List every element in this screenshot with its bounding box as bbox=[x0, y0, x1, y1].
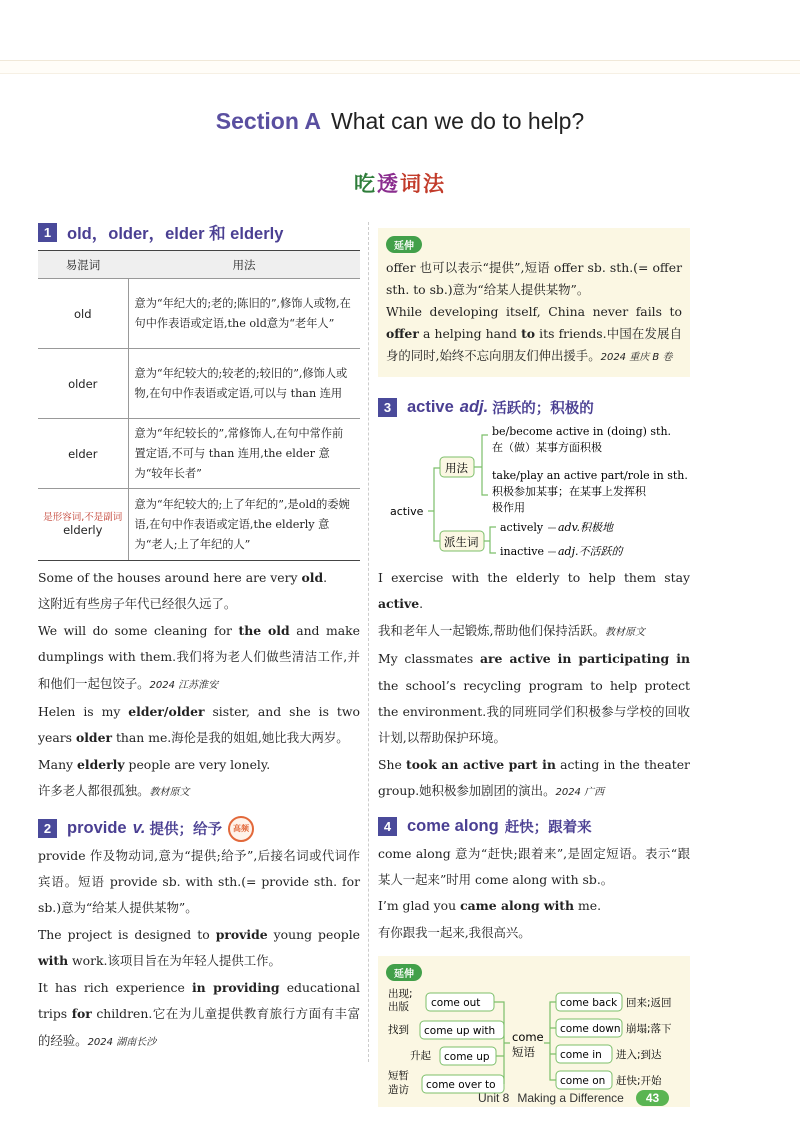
s1-example-2: We will do some cleaning for the old and make dumplings with them.我们将为老人们做些清洁工作,并和他们一起包饺子。2024 江苏淮安 bbox=[38, 622, 360, 691]
section-label: Section A bbox=[215, 108, 322, 134]
phrase-come-up-with: come up with bbox=[424, 1025, 496, 1038]
high-frequency-stamp-icon: 高频 bbox=[228, 816, 254, 842]
tree-connector bbox=[474, 435, 488, 495]
s1-example-1: Some of the houses around here are very old. 这附近有些房子年代已经很久远了。 bbox=[38, 570, 328, 612]
banner-char-3: 词法 bbox=[400, 172, 446, 196]
table-header-usage: 用法 bbox=[128, 251, 360, 279]
usage-table bbox=[38, 250, 360, 561]
s2-heading bbox=[38, 815, 360, 843]
left-cn: 出版 bbox=[388, 1001, 409, 1014]
s1-example-4: Many elderly people are very lonely. 许多老人都很孤独。教材原文 bbox=[38, 756, 271, 799]
s4-example: I’m glad you came along with me. 有你跟我一起来,我很高兴。 bbox=[378, 898, 602, 940]
left-cn: 找到 bbox=[388, 1024, 409, 1037]
section-subtitle: What can we do to help? bbox=[331, 108, 585, 134]
usage2-cn-2: 极作用 bbox=[492, 501, 525, 514]
footer-unit: Unit 8 bbox=[478, 1091, 510, 1105]
s1-heading bbox=[38, 218, 360, 246]
table-row bbox=[38, 419, 360, 489]
right-cn: 崩塌;落下 bbox=[626, 1023, 672, 1036]
s2-example-2: It has rich experience in providing educational trips for children.它在为儿童提供教育旅行方面有丰富的经验。2024 湖南长沙 bbox=[38, 979, 361, 1048]
s4-cn: 赶快；跟着来 bbox=[504, 820, 592, 837]
usage-label: 用法 bbox=[445, 461, 468, 475]
s3-cn: 活跃的；积极的 bbox=[492, 400, 594, 417]
table-header-word: 易混词 bbox=[38, 251, 128, 279]
extension-box-come bbox=[378, 956, 690, 1107]
derivative-2-pos: adj.不活跃的 bbox=[558, 545, 623, 558]
table-row bbox=[38, 489, 360, 561]
active-tree-diagram bbox=[378, 421, 690, 559]
table-cell-usage: 意为“年纪较大的;较老的;较旧的”,修饰人或物,在句中作表语或定语,可以与 than 连用 bbox=[128, 349, 360, 419]
source-label: 2024 江苏淮安 bbox=[149, 679, 219, 691]
table-cell-usage: 意为“年纪较长的”,常修饰人,在句中常作前置定语,不可与 than 连用,the elder 意为“较年长者” bbox=[128, 419, 360, 489]
phrase-come-back: come back bbox=[560, 997, 618, 1010]
left-cn: 短暂 bbox=[388, 1070, 409, 1083]
source-label: 2024 湖南长沙 bbox=[87, 1036, 157, 1048]
phrase-come-over-to: come over to bbox=[426, 1079, 496, 1092]
connector bbox=[544, 1002, 556, 1080]
tree-connector bbox=[428, 468, 440, 541]
usage1-cn: 在（做）某事方面积极 bbox=[492, 441, 602, 454]
source-label: 教材原文 bbox=[604, 626, 645, 638]
table-cell-word: older bbox=[38, 349, 128, 419]
phrase-come-up: come up bbox=[444, 1051, 490, 1064]
source-label: 2024 广西 bbox=[555, 787, 605, 799]
connector bbox=[494, 1002, 510, 1084]
top-strip bbox=[0, 60, 800, 74]
right-column bbox=[378, 228, 690, 1107]
usage2-en: take/play an active part/role in sth. bbox=[492, 469, 688, 482]
s3-word: active bbox=[407, 397, 454, 416]
table-cell-usage: 意为“年纪较大的;上了年纪的”,是old的委婉语,在句中作表语或定语,the elderly 意为“老人;上了年纪的人” bbox=[128, 489, 360, 561]
page-title bbox=[0, 108, 800, 135]
usage2-cn-1: 积极参加某事；在某事上发挥积 bbox=[492, 485, 646, 498]
table-row bbox=[38, 349, 360, 419]
s1-title: old，older，elder 和 elderly bbox=[67, 225, 284, 243]
source-label: 教材原文 bbox=[149, 787, 190, 799]
s4-description: come along 意为“赶快;跟着来”,是固定短语。表示“跟某人一起来”时用 come along with sb.。 bbox=[378, 845, 690, 888]
ext1-example: While developing itself, China never fails to offer a helping hand to its friends.中国在发展自身的同时,始终不忘向朋友们伸出援手。2024 重庆 B 卷 bbox=[386, 304, 682, 363]
tree-connector bbox=[484, 527, 496, 553]
ext1-text: offer 也可以表示“提供”,短语 offer sb. sth.(= offer sth. to sb.)意为“给某人提供某物”。 bbox=[386, 260, 682, 297]
s1-example-3: Helen is my elder/older sister, and she is two years older than me.海伦是我的姐姐,她比我大两岁。 bbox=[38, 704, 360, 746]
phrase-come-down: come down bbox=[560, 1023, 621, 1036]
right-cn: 赶快;开始 bbox=[616, 1075, 662, 1088]
come-phrase-diagram bbox=[386, 985, 682, 1103]
s3-number: 3 bbox=[378, 398, 397, 417]
right-cn: 进入;到达 bbox=[616, 1049, 662, 1062]
table-cell-word-text: elderly bbox=[63, 523, 103, 537]
derivative-1-pos: adv.积极地 bbox=[558, 521, 614, 534]
derivative-label: 派生词 bbox=[444, 535, 479, 549]
derivative-2: inactive bbox=[500, 545, 544, 558]
s3-example-2: My classmates are active in participating in the school’s recycling program to help protect the environment.我的同班同学们积极参与学校的回收计划,以帮助保护环境。 bbox=[378, 651, 690, 746]
s2-pos: v. bbox=[132, 819, 146, 838]
section-banner bbox=[0, 168, 800, 198]
banner-char-1: 吃 bbox=[354, 172, 377, 196]
table-cell-word: elder bbox=[38, 419, 128, 489]
s3-example-1: I exercise with the elderly to help them stay active. 我和老年人一起锻炼,帮助他们保持活跃。教材原文 bbox=[378, 570, 690, 638]
footer-unit-title: Making a Difference bbox=[517, 1091, 624, 1105]
source-label: 2024 重庆 B 卷 bbox=[600, 352, 673, 363]
s2-example-1: The project is designed to provide young people with work.该项目旨在为年轻人提供工作。 bbox=[38, 926, 361, 969]
s2-description: provide 作及物动词,意为“提供;给予”,后接名词或代词作宾语。短语 provide sb. with sth.(= provide sth. for sb.)意为“给某人提供某物”。 bbox=[38, 847, 360, 916]
s4-heading bbox=[378, 813, 690, 841]
s1-number: 1 bbox=[38, 223, 57, 242]
s2-number: 2 bbox=[38, 819, 57, 838]
s4-word: come along bbox=[407, 817, 499, 836]
left-column bbox=[38, 218, 360, 1056]
center-phrase: 短语 bbox=[512, 1045, 535, 1060]
s2-word: provide bbox=[67, 819, 127, 838]
table-cell-usage: 意为“年纪大的;老的;陈旧的”,修饰人或物,在句中作表语或定语,the old意为“老年人” bbox=[128, 279, 360, 349]
s3-example-3: She took an active part in acting in the theater group.她积极参加剧团的演出。2024 广西 bbox=[378, 756, 690, 799]
derivative-1: actively bbox=[500, 521, 544, 534]
table-cell-word bbox=[38, 489, 128, 561]
s2-cn: 提供；给予 bbox=[149, 822, 222, 839]
phrase-come-out: come out bbox=[431, 997, 481, 1010]
banner-char-2: 透 bbox=[377, 172, 400, 196]
phrase-come-in: come in bbox=[560, 1049, 602, 1062]
tree-root: active bbox=[390, 505, 424, 518]
extension-box-offer bbox=[378, 228, 690, 377]
column-divider bbox=[368, 222, 369, 1062]
s3-heading bbox=[378, 393, 690, 421]
usage1-en: be/become active in (doing) sth. bbox=[492, 425, 672, 438]
s4-number: 4 bbox=[378, 817, 397, 836]
left-cn: 升起 bbox=[410, 1050, 431, 1063]
phrase-come-on: come on bbox=[560, 1075, 606, 1088]
handwritten-note: 是形容词,不是副词 bbox=[43, 512, 123, 523]
left-cn: 造访 bbox=[388, 1084, 409, 1097]
extension-tag: 延伸 bbox=[386, 236, 422, 253]
table-row bbox=[38, 279, 360, 349]
right-cn: 回来;返回 bbox=[626, 997, 672, 1010]
s3-pos: adj. bbox=[459, 397, 489, 416]
center-come: come bbox=[512, 1030, 544, 1045]
left-cn: 出现; bbox=[388, 988, 413, 1001]
page-footer bbox=[478, 1090, 669, 1106]
table-cell-word: old bbox=[38, 279, 128, 349]
page-number: 43 bbox=[636, 1090, 669, 1106]
extension-tag: 延伸 bbox=[386, 964, 422, 981]
